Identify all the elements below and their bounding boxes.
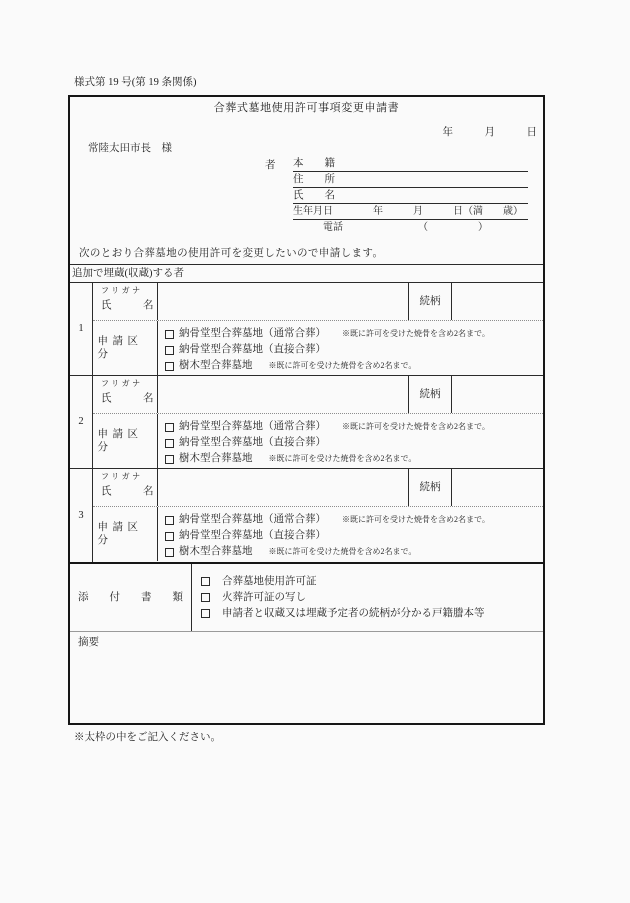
applicant-field-address: 住 所 [293,172,528,188]
attachment-item-label: 申請者と収蔵又は埋蔵予定者の続柄が分かる戸籍謄本等 [222,607,485,619]
person-number: 1 [70,283,93,375]
applicant-field-birthdate: 生年月日 年 月 日（満 歳） [293,204,528,220]
checkbox-icon [201,609,210,618]
relation-input-area [452,283,543,320]
option-label: 納骨堂型合葬墓地（通常合葬） [179,514,326,526]
option-label: 樹木型合葬墓地 [179,453,253,465]
person-block-3 [70,469,543,562]
name-row [93,283,543,321]
form-number: 様式第 19 号(第 19 条関係) [74,77,197,88]
applicant-fields [293,156,528,236]
option-line [165,451,543,467]
name-label-cell [93,283,158,320]
option-note: ※既に許可を受けた焼骨を含め2名まで。 [342,329,490,338]
category-row [93,507,543,561]
checkbox-icon [165,516,174,525]
applicant-field-domicile: 本 籍 [293,156,528,172]
attachment-item [201,574,543,590]
attachment-item [201,590,543,606]
applicant-field-phone: 電話 （ ） [293,222,488,233]
option-note: ※既に許可を受けた焼骨を含め2名まで。 [342,515,490,524]
option-line [165,512,543,528]
form-outer-frame [68,95,545,725]
option-line [165,358,543,374]
checkbox-icon [201,593,210,602]
category-label: 申請区分 [93,507,158,561]
relation-input-area [452,376,543,413]
category-options [158,414,543,468]
checkbox-icon [165,346,174,355]
option-line [165,326,543,342]
relation-input-area [452,469,543,506]
option-label: 納骨堂型合葬墓地（通常合葬） [179,421,326,433]
form-title: 合葬式墓地使用許可事項変更申請書 [213,102,400,114]
name-input-area [158,469,408,506]
furigana-label: フリガナ [101,472,143,481]
option-label: 納骨堂型合葬墓地（直接合葬） [179,344,326,356]
category-label: 申請区分 [93,414,158,468]
name-label-cell [93,469,158,506]
name-label: 氏 名 [101,393,154,404]
name-label: 氏 名 [101,486,154,497]
attachment-item [201,606,543,622]
category-label: 申請区分 [93,321,158,375]
option-note: ※既に許可を受けた焼骨を含め2名まで。 [268,547,417,556]
furigana-label: フリガナ [101,379,143,388]
name-label: 氏 名 [101,300,154,311]
attachments-label: 添 付 書 類 [70,564,192,631]
attachment-item-label: 火葬許可証の写し [222,591,306,603]
checkbox-icon [201,577,210,586]
option-note: ※既に許可を受けた焼骨を含め2名まで。 [268,361,417,370]
option-note: ※既に許可を受けた焼骨を含め2名まで。 [268,454,417,463]
furigana-label: フリガナ [101,286,143,295]
option-line [165,435,543,451]
summary-label: 摘要 [78,637,99,648]
option-line [165,342,543,358]
category-row [93,414,543,468]
option-label: 納骨堂型合葬墓地（直接合葬） [179,437,326,449]
name-row [93,469,543,507]
name-label-cell [93,376,158,413]
checkbox-icon [165,455,174,464]
option-line [165,528,543,544]
attachments-row [70,562,543,632]
footnote: ※太枠の中をご記入ください。 [74,732,221,743]
name-input-area [158,283,408,320]
attachment-item-label: 合葬墓地使用許可証 [222,575,317,587]
checkbox-icon [165,423,174,432]
relation-label: 続柄 [408,283,452,320]
option-note: ※既に許可を受けた焼骨を含め2名まで。 [342,422,490,431]
date-line: 年 月 日 [442,127,537,138]
checkbox-icon [165,548,174,557]
option-label: 納骨堂型合葬墓地（直接合葬） [179,530,326,542]
checkbox-icon [165,362,174,371]
summary-row [70,632,543,723]
intro-text: 次のとおり合葬墓地の使用許可を変更したいので申請します。 [79,248,384,259]
option-line [165,419,543,435]
checkbox-icon [165,532,174,541]
section-header: 追加で埋蔵(収蔵)する者 [70,264,543,283]
applicant-field-name: 氏 名 [293,188,528,204]
name-row [93,376,543,414]
option-label: 納骨堂型合葬墓地（通常合葬） [179,328,326,340]
attachments-list [192,564,543,631]
person-block-2 [70,376,543,469]
category-options [158,507,543,561]
checkbox-icon [165,330,174,339]
person-block-1 [70,283,543,376]
addressee: 常陸太田市長 様 [88,143,172,154]
category-options [158,321,543,375]
relation-label: 続柄 [408,469,452,506]
person-number: 2 [70,376,93,468]
name-input-area [158,376,408,413]
option-label: 樹木型合葬墓地 [179,546,253,558]
person-number: 3 [70,469,93,562]
option-line [165,544,543,560]
applicant-prefix: 者 [265,160,276,171]
option-label: 樹木型合葬墓地 [179,360,253,372]
category-row [93,321,543,375]
checkbox-icon [165,439,174,448]
relation-label: 続柄 [408,376,452,413]
